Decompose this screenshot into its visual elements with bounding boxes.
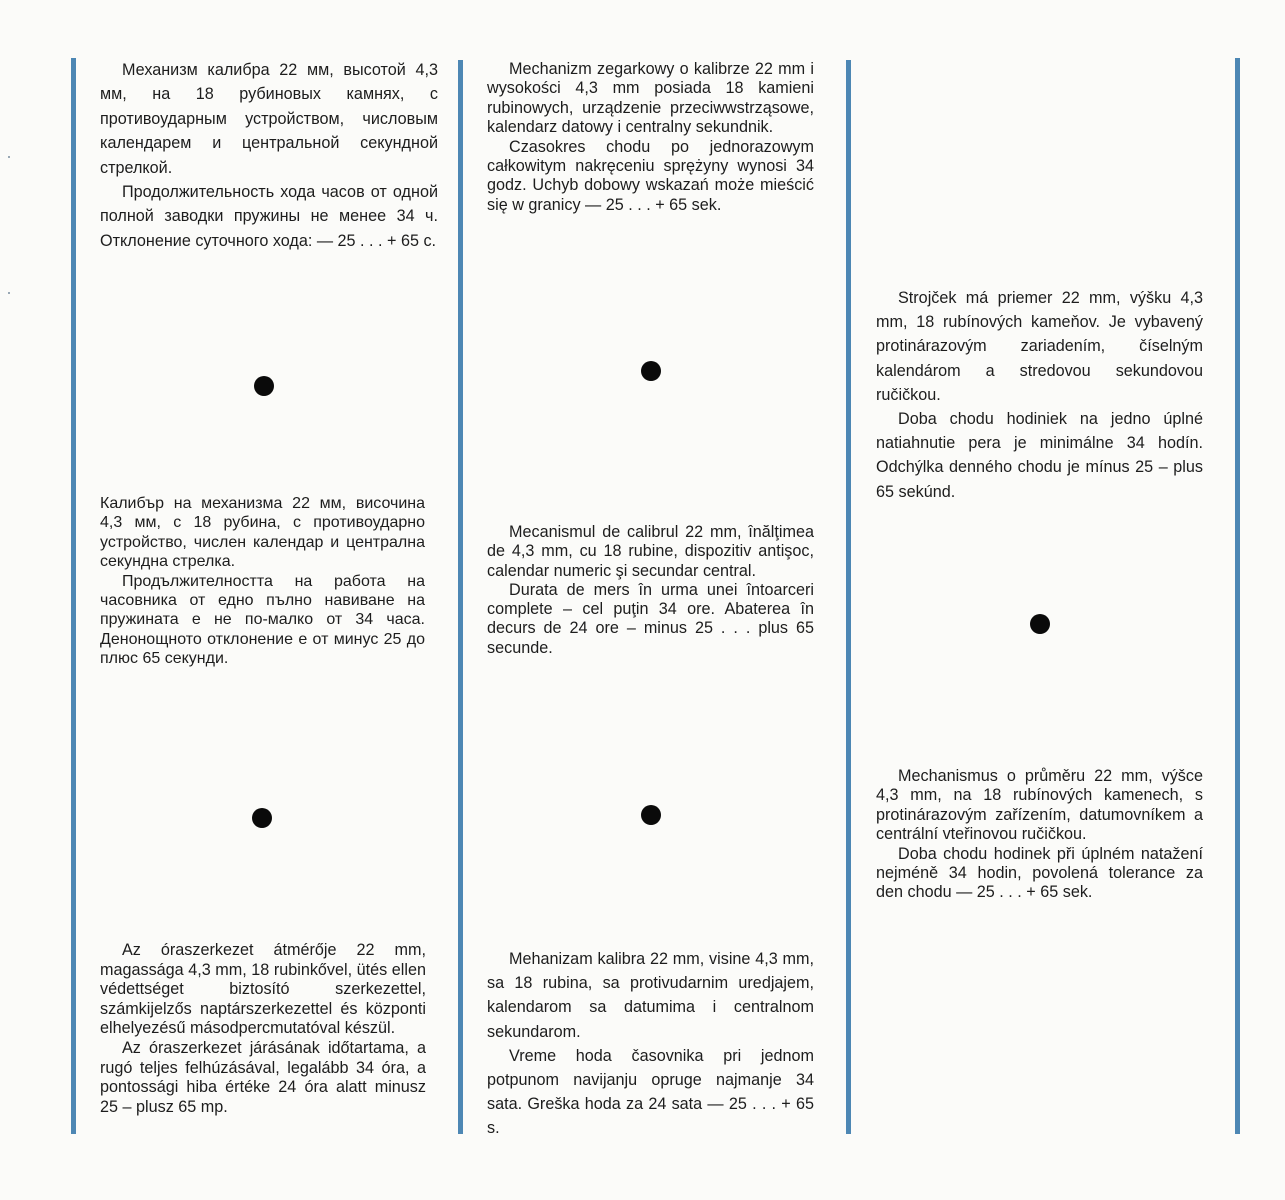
- text-block-serbocroatian: [487, 947, 814, 1141]
- romanian-paragraph-1: Mecanismul de calibrul 22 mm, înălţimea de 4,3 mm, cu 18 rubine, dispozitiv antişoc, calendar numeric şi secundar central.: [487, 523, 814, 580]
- text-block-czech: [876, 767, 1203, 903]
- text-block-slovak: [876, 286, 1203, 504]
- polish-paragraph-2: Czasokres chodu po jednorazowym całkowitym nakręceniu sprężyny wynosi 34 godz. Uchyb dobowy wskazań może mieścić się w granicy — 25 . . . + 65 sek.: [487, 137, 814, 214]
- text-block-hungarian: [100, 941, 426, 1117]
- column-rule-left: [71, 58, 76, 1134]
- margin-speck: [8, 292, 10, 294]
- czech-paragraph-2: Doba chodu hodinek při úplném natažení nejméně 34 hodin, povolená tolerance za den chodu — 25 . . . + 65 sek.: [876, 844, 1203, 902]
- serbocroatian-paragraph-1: Mehanizam kalibra 22 mm, visine 4,3 mm, sa 18 rubina, sa protivudarnim uredjajem, kalendarom sa datumima i centralnom sekundarom.: [487, 950, 814, 1041]
- separator-dot: [254, 376, 274, 396]
- separator-dot: [1030, 614, 1050, 634]
- separator-dot: [252, 808, 272, 828]
- hungarian-paragraph-1: Az óraszerkezet átmérője 22 mm, magassága 4,3 mm, 18 rubinkővel, ütés ellen védettséget biztosító szerkezettel, számkijelzős naptárszerkezettel és központi elhelyezésű másodpercmutatóval készül.: [100, 941, 426, 1038]
- serbocroatian-paragraph-2: Vreme hoda časovnika pri jednom potpunom navijanju opruge najmanje 34 sata. Greška hoda za 24 sata — 25 . . . + 65 s.: [487, 1046, 814, 1138]
- russian-paragraph-2: Продолжительность хода часов от одной полной заводки пружины не менее 34 ч. Отклонение суточного хода: — 25 . . . + 65 с.: [100, 183, 438, 250]
- text-block-russian: [100, 58, 438, 253]
- margin-speck: [8, 156, 10, 158]
- text-block-polish: [487, 60, 814, 215]
- column-rule-center-right: [846, 60, 851, 1134]
- russian-paragraph-1: Механизм калибра 22 мм, высотой 4,3 мм, на 18 рубиновых камнях, с противоударным устройством, числовым календарем и центральной секундной стрелкой.: [100, 61, 438, 177]
- column-rule-center-left: [458, 60, 463, 1134]
- separator-dot: [641, 361, 661, 381]
- bulgarian-paragraph-1: Калибър на механизма 22 мм, височина 4,3 мм, с 18 рубина, с противоударно устройство, числен календар и централна секундна стрелка.: [100, 495, 425, 571]
- column-rule-right: [1235, 58, 1240, 1134]
- romanian-paragraph-2: Durata de mers în urma unei întoarceri complete – cel puţin 34 ore. Abaterea în decurs de 24 ore – minus 25 . . . plus 65 secunde.: [487, 580, 814, 657]
- slovak-paragraph-2: Doba chodu hodiniek na jedno úplné natiahnutie pera je minimálne 34 hodín. Odchýlka denného chodu je mínus 25 – plus 65 sekúnd.: [876, 410, 1203, 501]
- text-block-bulgarian: [100, 494, 425, 669]
- hungarian-paragraph-2: Az óraszerkezet járásának időtartama, a rugó teljes felhúzásával, legalább 34 óra, a pontossági hiba értéke 24 óra alatt minusz 25 – plusz 65 mp.: [100, 1038, 426, 1116]
- slovak-paragraph-1: Strojček má priemer 22 mm, výšku 4,3 mm, 18 rubínových kameňov. Je vybavený protinárazovým zariadením, číselným kalendárom a stredovou sekundovou ručičkou.: [876, 289, 1203, 404]
- czech-paragraph-1: Mechanismus o průměru 22 mm, výšce 4,3 mm, na 18 rubínových kamenech, s protinárazovým zařízením, datumovníkem a centrální vteřinovou ručičkou.: [876, 767, 1203, 844]
- bulgarian-paragraph-2: Продължителността на работа на часовника от едно пълно навиване на пружината е не по-малко от 34 часа. Денонощното отклонение е от минус 25 до плюс 65 секунди.: [100, 572, 425, 668]
- separator-dot: [641, 805, 661, 825]
- text-block-romanian: [487, 523, 814, 658]
- polish-paragraph-1: Mechanizm zegarkowy o kalibrze 22 mm i wysokości 4,3 mm posiada 18 kamieni rubinowych, urządzenie przeciwwstrząsowe, kalendarz datowy i centralny sekundnik.: [487, 60, 814, 137]
